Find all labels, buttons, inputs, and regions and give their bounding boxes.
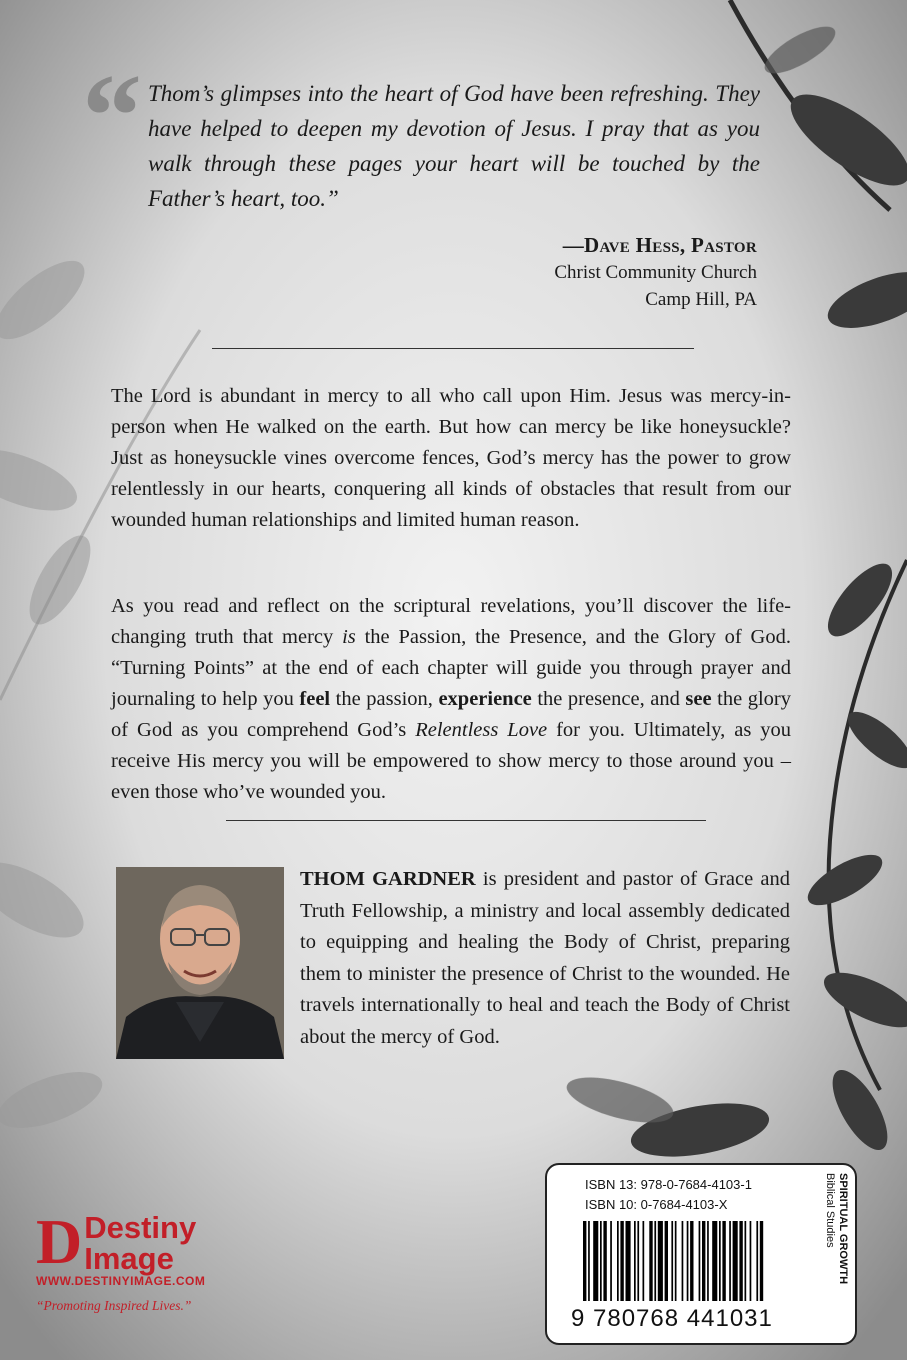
barcode-number: 9 780768 441031 [571,1305,773,1332]
barcode-bar [588,1221,590,1301]
barcode-bar [643,1221,645,1301]
barcode-bar [699,1221,701,1301]
endorser-org: Christ Community Church [554,262,757,283]
barcode-bar [760,1221,763,1301]
barcode-bar [634,1221,636,1301]
barcode-bar [729,1221,731,1301]
barcode-bar [712,1221,717,1301]
barcode-bar [671,1221,673,1301]
endorser-name: —Dave Hess, Pastor [562,233,757,257]
barcode-bar [745,1221,747,1301]
category-sub: Biblical Studies [824,1173,836,1248]
logo-d-mark: D [36,1206,83,1277]
endorsement-attribution [554,232,757,313]
category-label [823,1173,849,1284]
category-main: SPIRITUAL GROWTH [837,1173,849,1285]
barcode-bar [702,1221,705,1301]
divider-top [212,348,694,349]
publisher-name-line1: Destiny [84,1210,197,1245]
barcode-bar [756,1221,758,1301]
barcode-bar [654,1221,656,1301]
barcode-bar [733,1221,738,1301]
barcode-bar [722,1221,725,1301]
barcode-bar [690,1221,693,1301]
barcode-bar [620,1221,623,1301]
publisher-logo [36,1206,206,1314]
barcode-bar [603,1221,606,1301]
barcode-bars [583,1221,819,1307]
barcode-bar [600,1221,602,1301]
author-name: THOM GARDNER [300,868,476,890]
author-bio: THOM GARDNER is president and pastor of Grace and Truth Fellowship, a ministry and local assembly dedicated to equipping and healing the Body of Christ, preparing them to minister the presence of Christ to the wounded. He travels internationally to heal and teach the Body of Christ about the mercy of God. [300,868,790,1048]
barcode-bar [750,1221,752,1301]
barcode-bar [719,1221,721,1301]
barcode-bar [617,1221,619,1301]
publisher-tagline: “Promoting Inspired Lives.” [36,1298,192,1313]
barcode-bar [626,1221,631,1301]
isbn-13: ISBN 13: 978-0-7684-4103-1 [585,1177,752,1192]
barcode-bar [707,1221,709,1301]
divider-bottom [226,820,706,821]
barcode-bar [665,1221,668,1301]
open-quote-mark: “ [82,49,142,182]
publisher-url: WWW.DESTINYIMAGE.COM [36,1274,206,1288]
barcode-box [545,1163,857,1345]
barcode-bar [682,1221,684,1301]
barcode-bar [610,1221,612,1301]
endorser-location: Camp Hill, PA [645,289,757,310]
barcode-bar [739,1221,742,1301]
publisher-name-line2: Image [84,1241,174,1276]
barcode-bar [658,1221,663,1301]
barcode-bar [649,1221,652,1301]
barcode-bar [583,1221,586,1301]
endorsement-quote: Thom’s glimpses into the heart of God have been refreshing. They have helped to deepen my devotion of Jesus. I pray that as you walk through these pages your heart will be touched by the Father’s heart, too.” [148,81,760,211]
barcode-bar [687,1221,689,1301]
barcode-bar [637,1221,639,1301]
barcode-bar [593,1221,598,1301]
description-paragraph-1: The Lord is abundant in mercy to all who call upon Him. Jesus was mercy-in-person when He walked on the earth. But how can mercy be like honeysuckle? Just as honeysuckle vines overcome fences, God’s mercy has the power to grow relentlessly in our hearts, conquering all kinds of obstacles that result from our wounded human relationships and limited human reason. [111,385,791,531]
author-photo [116,867,284,1059]
barcode-bar [675,1221,677,1301]
description-paragraph-2: As you read and reflect on the scriptural revelations, you’ll discover the life-changing truth that mercy is the Passion, the Presence, and the Glory of God. “Turning Points” at the end of each chapter will guide you through prayer and journaling to help you feel the passion, experience the presence, and see the glory of God as you comprehend God’s Relentless Love for you. Ultimately, as you receive His mercy you will be empowered to show mercy to those around you – even those who’ve wounded you. [111,595,791,803]
isbn-10: ISBN 10: 0-7684-4103-X [585,1197,728,1212]
